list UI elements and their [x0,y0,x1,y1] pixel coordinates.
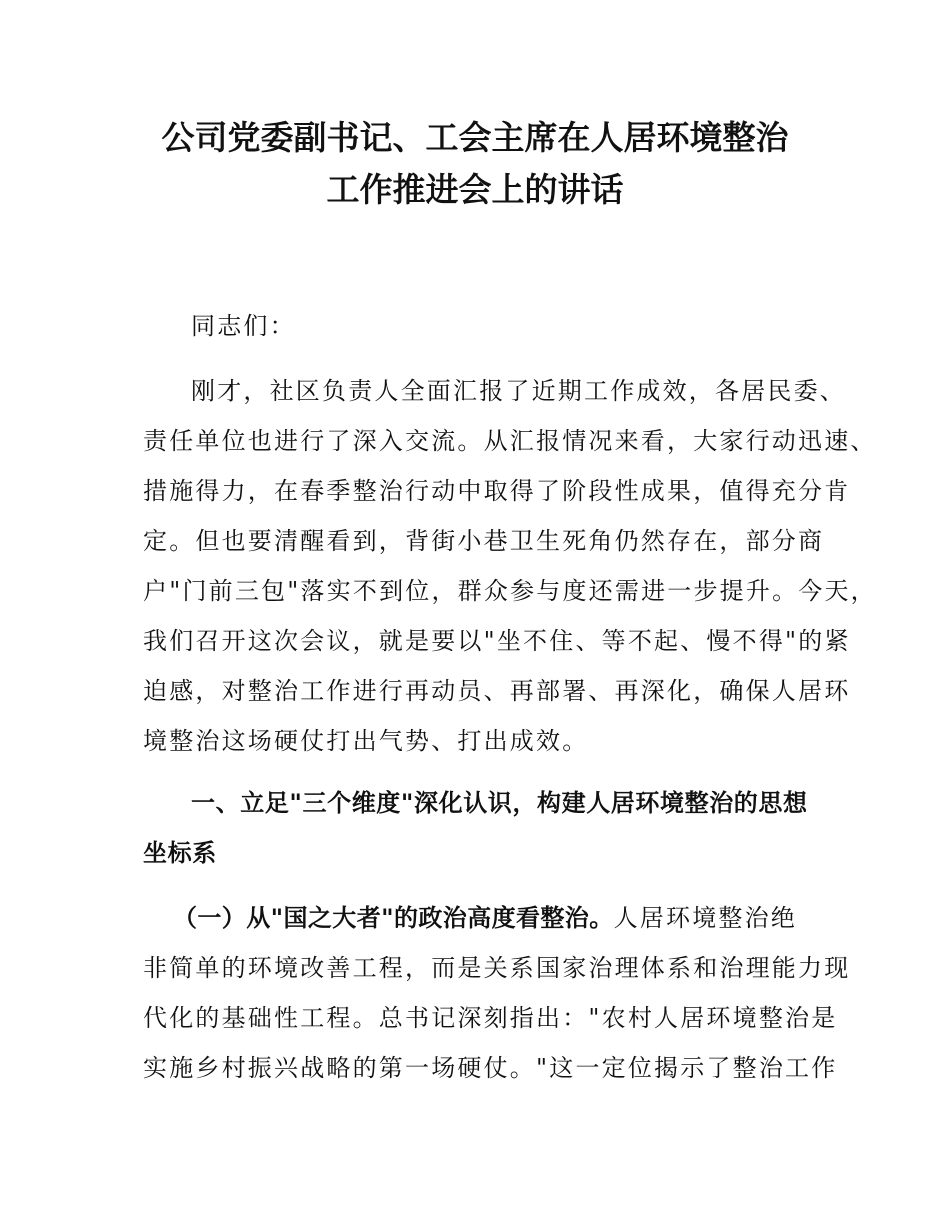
subsection-1-first-line-rest: 人居环境整治绝 [613,904,798,932]
section-heading-1-line-1: 一、立足"三个维度"深化认识，构建人居环境整治的思想 [191,789,808,817]
subsection-1-line-1 [143,893,823,943]
paragraph-1-line-8: 境整治这场硬仗打出气势、打出成效。 [143,727,589,755]
paragraph-1-line-4: 定。但也要清醒看到，背街小巷卫生死角仍然存在，部分商 [143,527,825,555]
salutation [143,301,823,351]
subsection-1-line-4: 实施乡村振兴战略的第一场硬仗。"这一定位揭示了整治工作 [143,1054,838,1082]
title-line-1: 公司党委副书记、工会主席在人居环境整治 [161,118,789,157]
subsection-1-heading: （一）从"国之大者"的政治高度看整治。 [173,904,614,932]
section-heading-1-line-2: 坐标系 [143,839,217,867]
document-title [120,112,830,216]
paragraph-1-line-7: 迫感，对整治工作进行再动员、再部署、再深化，确保人居环 [143,677,851,705]
paragraph-1-line-2: 责任单位也进行了深入交流。从汇报情况来看，大家行动迅速、 [143,427,877,455]
paragraph-1-line-1: 刚才，社区负责人全面汇报了近期工作成效，各居民委、 [191,377,846,405]
paragraph-1 [143,366,877,766]
subsection-1 [143,893,851,1093]
salutation-text: 同志们： [191,312,296,340]
section-heading-1 [143,778,823,878]
subsection-1-line-2: 非简单的环境改善工程，而是关系国家治理体系和治理能力现 [143,954,851,982]
subsection-1-line-3: 代化的基础性工程。总书记深刻指出："农村人居环境整治是 [143,1004,838,1032]
title-line-2: 工作推进会上的讲话 [326,170,624,209]
paragraph-1-line-6: 我们召开这次会议，就是要以"坐不住、等不起、慢不得"的紧 [143,627,851,655]
paragraph-1-line-3: 措施得力，在春季整治行动中取得了阶段性成果，值得充分肯 [143,477,851,505]
paragraph-1-line-5: 户"门前三包"落实不到位，群众参与度还需进一步提升。今天， [143,577,877,605]
